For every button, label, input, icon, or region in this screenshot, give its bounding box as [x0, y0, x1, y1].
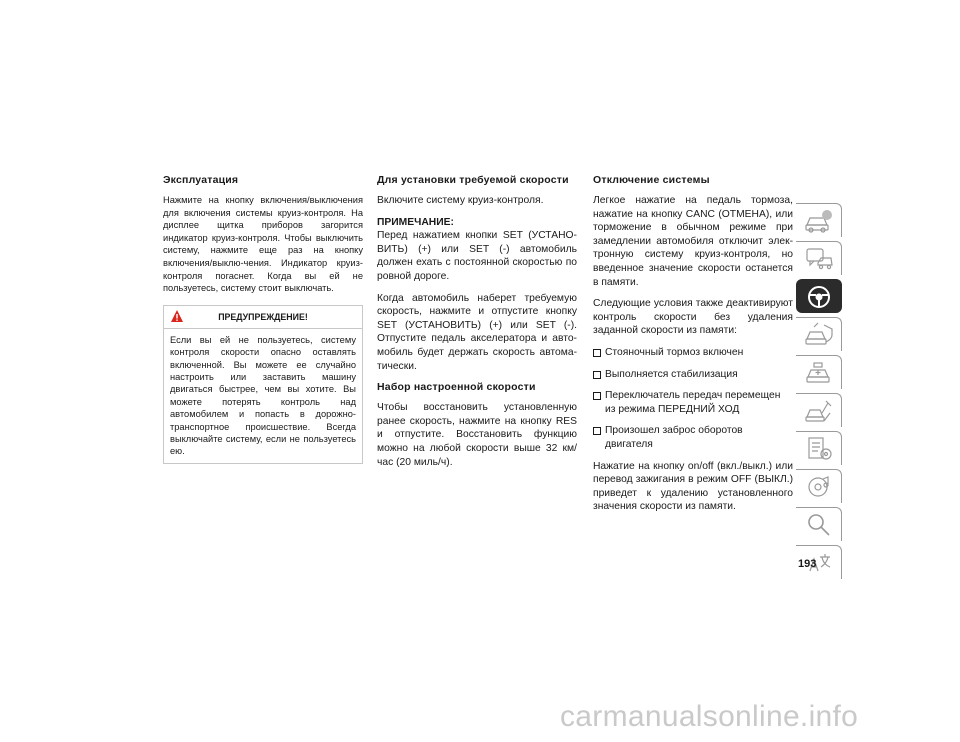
tab-car-emergency[interactable]: [796, 355, 842, 389]
column-set-speed: [377, 166, 577, 477]
warning-header: [164, 306, 362, 329]
chapter-tabs: [796, 203, 842, 583]
note-text: Перед нажатием кнопки SET (УСТАНО-ВИТЬ) (+) или SET (-) автомобиль должен ехать с постоянной скоростью по ровной дороге.: [377, 230, 577, 282]
note-title: ПРИМЕЧАНИЕ:: [377, 216, 454, 228]
multimedia-icon: [804, 473, 834, 501]
warning-box: [163, 305, 363, 464]
column-disable-system: [593, 166, 793, 522]
warning-triangle-icon: [170, 309, 184, 323]
checkbox-bullet-icon: [593, 349, 601, 357]
section-heading-operation: Эксплуатация: [163, 174, 239, 186]
resume-speed-paragraph: Чтобы восстановить установленную ранее скорость, нажмите на кнопку RES и отпустите. Восстановить функцию можно на любой скорости выше 32 км/час (20 миль/ч).: [377, 402, 577, 468]
note-block: [377, 216, 577, 284]
list-item: Произошел заброс оборотов двигателя: [593, 424, 793, 451]
specifications-icon: [804, 435, 834, 463]
disable-paragraph-3: Нажатие на кнопку on/off (вкл./выкл.) или перевод зажигания в режим OFF (ВЫКЛ.) приведет к удалению установленного значения скорости из памяти.: [593, 460, 793, 513]
checkbox-bullet-icon: [593, 371, 601, 379]
watermark: carmanualsonline.info: [560, 700, 859, 733]
tab-multimedia[interactable]: [796, 469, 842, 503]
warning-title: ПРЕДУПРЕЖДЕНИЕ!: [218, 311, 308, 322]
list-item: Переключатель передач перемещен из режима ПЕРЕДНИЙ ХОД: [593, 389, 793, 416]
set-speed-paragraph-2: Когда автомобиль наберет требуемую скорость, нажмите и отпустите кнопку SET (УСТАНОВИТЬ) (+) или SET (-). Отпустите педаль акселератора и авто-мобиль будет держать скорость автома-тически.: [377, 292, 577, 372]
column-operation: [163, 166, 363, 464]
car-safety-icon: [804, 321, 834, 349]
tab-car-safety[interactable]: [796, 317, 842, 351]
tab-car-info[interactable]: [796, 203, 842, 237]
car-info-icon: [804, 207, 834, 235]
list-item: Стояночный тормоз включен: [593, 346, 793, 360]
operation-paragraph: Нажмите на кнопку включения/выключения для включения системы круиз-контроля. На дисплее щитка приборов загорится индикатор круиз-контроля. Чтобы выключить систему, нажмите еще раз на кнопку включения/выклю-чения. Индикатор круиз-контроля погаснет. Когда вы ей не пользуетесь, систему стоит выключать.: [163, 195, 363, 294]
section-heading-resume-speed: Набор настроенной скорости: [377, 381, 536, 394]
section-heading-disable: Отключение системы: [593, 174, 710, 186]
steering-wheel-icon: [804, 283, 834, 311]
car-emergency-icon: [804, 359, 834, 387]
set-speed-paragraph-1: Включите систему круиз-контроля.: [377, 195, 544, 206]
tab-search-index[interactable]: [796, 507, 842, 541]
search-index-icon: [804, 511, 834, 539]
tab-driving[interactable]: [796, 279, 842, 313]
tab-car-messages[interactable]: [796, 241, 842, 275]
warning-text: Если вы ей не пользуетесь, систему контроля скорости опасно оставлять включенной. Вы можете ее случайно настроить или заставить машину двигаться быстрее, чем вы хотите. Вы можете потерять контроль над автомобилем и попасть в дорожно-транспортное происшествие. Всегда выключайте систему, если не пользуетесь ею.: [170, 334, 356, 457]
section-heading-set-speed: Для установки требуемой скорости: [377, 174, 569, 186]
tab-car-service[interactable]: [796, 393, 842, 427]
list-item: Выполняется стабилизация: [593, 368, 793, 382]
checkbox-bullet-icon: [593, 427, 601, 435]
page-number: 193: [798, 558, 817, 570]
tab-specifications[interactable]: [796, 431, 842, 465]
car-messages-icon: [804, 245, 834, 273]
car-service-icon: [804, 397, 834, 425]
disable-paragraph-2: Следующие условия также деактивируют контроль скорости без удаления заданной скорости из памяти:: [593, 298, 793, 337]
conditions-list: [593, 346, 793, 452]
disable-paragraph-1: Легкое нажатие на педаль тормоза, нажатие на кнопку CANC (ОТМЕНА), или торможение в обычном режиме при замедлении автомобиля отключит элек-тронную систему круиз-контроля, но введенное значение скорости останется в памяти.: [593, 195, 793, 288]
checkbox-bullet-icon: [593, 392, 601, 400]
